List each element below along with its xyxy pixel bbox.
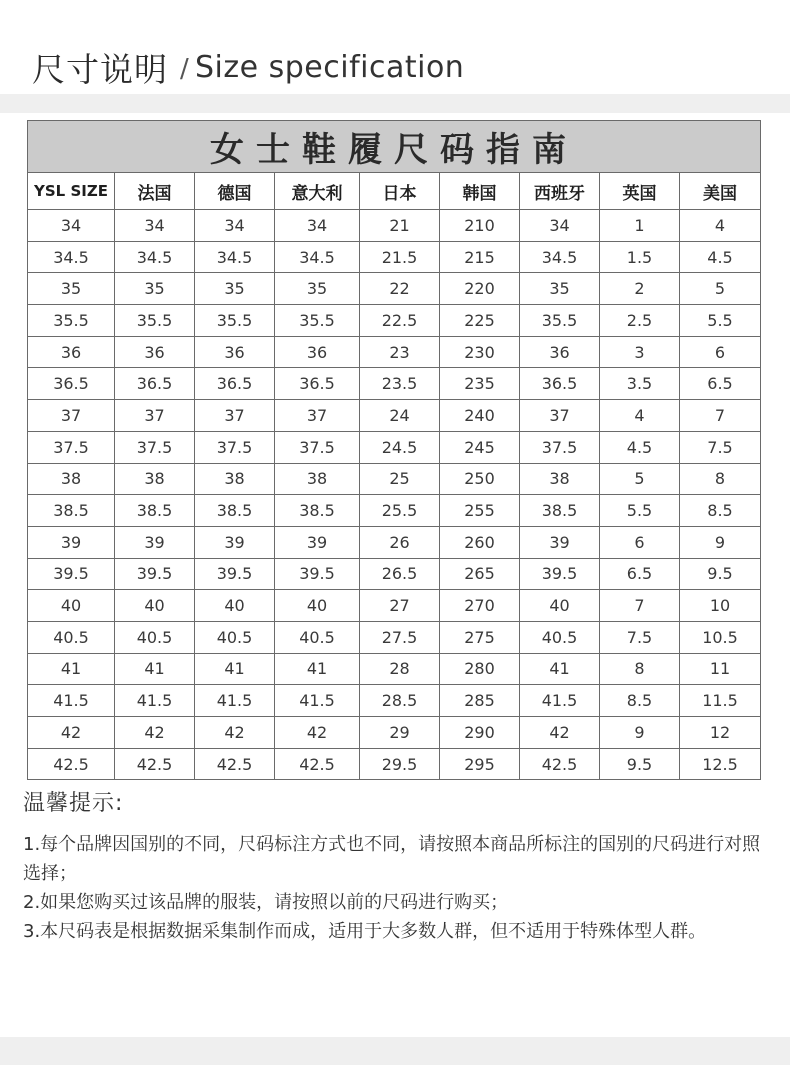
table-cell: 7 [680, 400, 761, 432]
table-cell: 240 [440, 400, 520, 432]
table-cell: 34 [115, 210, 195, 242]
table-body [28, 210, 761, 780]
table-cell: 40.5 [520, 621, 600, 653]
column-header: 德国 [195, 173, 275, 210]
bottom-divider-band [0, 1037, 790, 1065]
tip-item: 3.本尺码表是根据数据采集制作而成，适用于大多数人群，但不适用于特殊体型人群。 [23, 921, 707, 942]
table-cell: 41.5 [195, 685, 275, 717]
table-cell: 39.5 [28, 558, 115, 590]
table-row [28, 495, 761, 527]
table-cell: 35.5 [115, 305, 195, 337]
table-cell: 210 [440, 210, 520, 242]
table-cell: 35 [115, 273, 195, 305]
table-cell: 9.5 [680, 558, 761, 590]
table-cell: 34 [195, 210, 275, 242]
table-cell: 42.5 [28, 748, 115, 780]
table-cell: 8 [600, 653, 680, 685]
table-cell: 10.5 [680, 621, 761, 653]
table-cell: 6.5 [680, 368, 761, 400]
table-cell: 24.5 [360, 431, 440, 463]
table-cell: 42 [28, 717, 115, 749]
table-cell: 35.5 [28, 305, 115, 337]
table-cell: 40 [195, 590, 275, 622]
table-cell: 39 [520, 526, 600, 558]
table-cell: 5 [600, 463, 680, 495]
table-cell: 37 [520, 400, 600, 432]
table-cell: 295 [440, 748, 520, 780]
table-cell: 7.5 [600, 621, 680, 653]
table-cell: 6.5 [600, 558, 680, 590]
size-table [27, 120, 761, 780]
table-cell: 40.5 [28, 621, 115, 653]
table-cell: 36 [275, 336, 360, 368]
table-row [28, 558, 761, 590]
table-cell: 38 [28, 463, 115, 495]
table-cell: 9 [680, 526, 761, 558]
top-divider-band [0, 94, 790, 113]
page-title-cn: 尺寸说明 [32, 50, 168, 89]
table-cell: 41 [275, 653, 360, 685]
table-cell: 39.5 [520, 558, 600, 590]
table-cell: 21 [360, 210, 440, 242]
page-header [0, 0, 790, 94]
table-cell: 3.5 [600, 368, 680, 400]
table-cell: 36 [195, 336, 275, 368]
table-cell: 28 [360, 653, 440, 685]
table-cell: 2.5 [600, 305, 680, 337]
table-cell: 35 [195, 273, 275, 305]
table-cell: 35 [275, 273, 360, 305]
table-cell: 2 [600, 273, 680, 305]
table-cell: 37.5 [195, 431, 275, 463]
table-cell: 26 [360, 526, 440, 558]
table-cell: 4 [680, 210, 761, 242]
table-cell: 39 [28, 526, 115, 558]
table-row [28, 368, 761, 400]
table-cell: 40.5 [195, 621, 275, 653]
table-cell: 4 [600, 400, 680, 432]
table-cell: 42 [115, 717, 195, 749]
column-headers [28, 173, 761, 210]
table-cell: 225 [440, 305, 520, 337]
table-cell: 41 [115, 653, 195, 685]
table-cell: 9 [600, 717, 680, 749]
table-cell: 39.5 [195, 558, 275, 590]
column-header: 美国 [680, 173, 761, 210]
table-cell: 34 [520, 210, 600, 242]
table-cell: 9.5 [600, 748, 680, 780]
table-cell: 26.5 [360, 558, 440, 590]
table-cell: 40 [275, 590, 360, 622]
table-cell: 8.5 [680, 495, 761, 527]
table-row [28, 210, 761, 242]
table-cell: 36.5 [195, 368, 275, 400]
table-cell: 39.5 [275, 558, 360, 590]
title-separator: / [180, 54, 189, 84]
table-row [28, 305, 761, 337]
table-cell: 36 [520, 336, 600, 368]
table-cell: 37.5 [28, 431, 115, 463]
table-cell: 25.5 [360, 495, 440, 527]
table-cell: 34.5 [195, 241, 275, 273]
table-cell: 260 [440, 526, 520, 558]
table-row [28, 336, 761, 368]
tips-list [23, 830, 775, 946]
table-cell: 39 [275, 526, 360, 558]
table-cell: 27.5 [360, 621, 440, 653]
table-cell: 12.5 [680, 748, 761, 780]
table-cell: 245 [440, 431, 520, 463]
table-cell: 10 [680, 590, 761, 622]
column-header: 意大利 [275, 173, 360, 210]
table-cell: 34.5 [115, 241, 195, 273]
column-header: 英国 [600, 173, 680, 210]
table-cell: 37 [28, 400, 115, 432]
table-row [28, 526, 761, 558]
size-chart [27, 120, 760, 780]
table-cell: 290 [440, 717, 520, 749]
table-cell: 5.5 [680, 305, 761, 337]
column-header: 日本 [360, 173, 440, 210]
table-cell: 38 [520, 463, 600, 495]
table-cell: 6 [680, 336, 761, 368]
table-cell: 7.5 [680, 431, 761, 463]
table-cell: 8.5 [600, 685, 680, 717]
table-cell: 230 [440, 336, 520, 368]
table-cell: 36.5 [275, 368, 360, 400]
table-cell: 36 [115, 336, 195, 368]
table-cell: 5 [680, 273, 761, 305]
table-cell: 38.5 [115, 495, 195, 527]
table-cell: 42 [520, 717, 600, 749]
table-cell: 235 [440, 368, 520, 400]
table-cell: 270 [440, 590, 520, 622]
table-cell: 35.5 [275, 305, 360, 337]
table-cell: 21.5 [360, 241, 440, 273]
table-cell: 42.5 [520, 748, 600, 780]
table-cell: 1.5 [600, 241, 680, 273]
table-cell: 36 [28, 336, 115, 368]
table-cell: 35 [520, 273, 600, 305]
table-cell: 40.5 [115, 621, 195, 653]
table-row [28, 621, 761, 653]
table-cell: 41.5 [275, 685, 360, 717]
table-title: 女士鞋履尺码指南 [28, 121, 761, 173]
table-cell: 40 [520, 590, 600, 622]
table-cell: 38.5 [195, 495, 275, 527]
table-cell: 34 [28, 210, 115, 242]
table-cell: 38.5 [28, 495, 115, 527]
table-cell: 37.5 [115, 431, 195, 463]
table-cell: 34 [275, 210, 360, 242]
table-cell: 41 [195, 653, 275, 685]
table-row [28, 400, 761, 432]
table-cell: 38 [195, 463, 275, 495]
table-cell: 40 [28, 590, 115, 622]
table-cell: 41.5 [28, 685, 115, 717]
table-cell: 29.5 [360, 748, 440, 780]
table-cell: 36.5 [520, 368, 600, 400]
column-header: 韩国 [440, 173, 520, 210]
table-row [28, 717, 761, 749]
table-cell: 275 [440, 621, 520, 653]
table-cell: 23 [360, 336, 440, 368]
table-cell: 42 [275, 717, 360, 749]
table-cell: 41 [520, 653, 600, 685]
table-cell: 29 [360, 717, 440, 749]
table-row [28, 590, 761, 622]
table-cell: 41 [28, 653, 115, 685]
table-cell: 8 [680, 463, 761, 495]
tips-title: 温馨提示: [23, 791, 124, 816]
table-cell: 285 [440, 685, 520, 717]
table-cell: 38 [275, 463, 360, 495]
table-row [28, 431, 761, 463]
column-header: YSL SIZE [28, 173, 115, 210]
table-cell: 22.5 [360, 305, 440, 337]
table-cell: 11.5 [680, 685, 761, 717]
table-cell: 250 [440, 463, 520, 495]
table-cell: 38.5 [275, 495, 360, 527]
table-row [28, 653, 761, 685]
table-cell: 39.5 [115, 558, 195, 590]
table-cell: 6 [600, 526, 680, 558]
table-cell: 42.5 [195, 748, 275, 780]
table-cell: 36.5 [115, 368, 195, 400]
table-cell: 38 [115, 463, 195, 495]
table-cell: 27 [360, 590, 440, 622]
tip-item: 1.每个品牌因国别的不同，尺码标注方式也不同，请按照本商品所标注的国别的尺码进行对照选择； [23, 834, 761, 884]
table-cell: 34.5 [520, 241, 600, 273]
table-row [28, 748, 761, 780]
table-cell: 28.5 [360, 685, 440, 717]
table-cell: 39 [115, 526, 195, 558]
table-cell: 37.5 [275, 431, 360, 463]
table-cell: 24 [360, 400, 440, 432]
table-cell: 39 [195, 526, 275, 558]
table-cell: 12 [680, 717, 761, 749]
table-cell: 41.5 [115, 685, 195, 717]
table-cell: 37 [195, 400, 275, 432]
table-cell: 22 [360, 273, 440, 305]
table-cell: 41.5 [520, 685, 600, 717]
table-cell: 35.5 [520, 305, 600, 337]
table-cell: 40 [115, 590, 195, 622]
table-cell: 42 [195, 717, 275, 749]
table-cell: 25 [360, 463, 440, 495]
table-cell: 37.5 [520, 431, 600, 463]
table-cell: 38.5 [520, 495, 600, 527]
table-cell: 35 [28, 273, 115, 305]
table-cell: 215 [440, 241, 520, 273]
table-cell: 36.5 [28, 368, 115, 400]
column-header: 法国 [115, 173, 195, 210]
table-cell: 5.5 [600, 495, 680, 527]
table-cell: 255 [440, 495, 520, 527]
table-cell: 4.5 [680, 241, 761, 273]
table-cell: 23.5 [360, 368, 440, 400]
table-cell: 11 [680, 653, 761, 685]
table-cell: 42.5 [115, 748, 195, 780]
table-row [28, 463, 761, 495]
page-title-en: Size specification [195, 50, 465, 85]
table-cell: 220 [440, 273, 520, 305]
table-cell: 34.5 [275, 241, 360, 273]
table-cell: 7 [600, 590, 680, 622]
table-cell: 3 [600, 336, 680, 368]
table-cell: 4.5 [600, 431, 680, 463]
table-cell: 265 [440, 558, 520, 590]
table-cell: 34.5 [28, 241, 115, 273]
table-cell: 280 [440, 653, 520, 685]
table-cell: 35.5 [195, 305, 275, 337]
table-cell: 37 [275, 400, 360, 432]
table-cell: 42.5 [275, 748, 360, 780]
table-cell: 40.5 [275, 621, 360, 653]
column-header: 西班牙 [520, 173, 600, 210]
table-cell: 1 [600, 210, 680, 242]
table-row [28, 685, 761, 717]
table-cell: 37 [115, 400, 195, 432]
table-row [28, 241, 761, 273]
table-row [28, 273, 761, 305]
tip-item: 2.如果您购买过该品牌的服装，请按照以前的尺码进行购买； [23, 892, 509, 913]
